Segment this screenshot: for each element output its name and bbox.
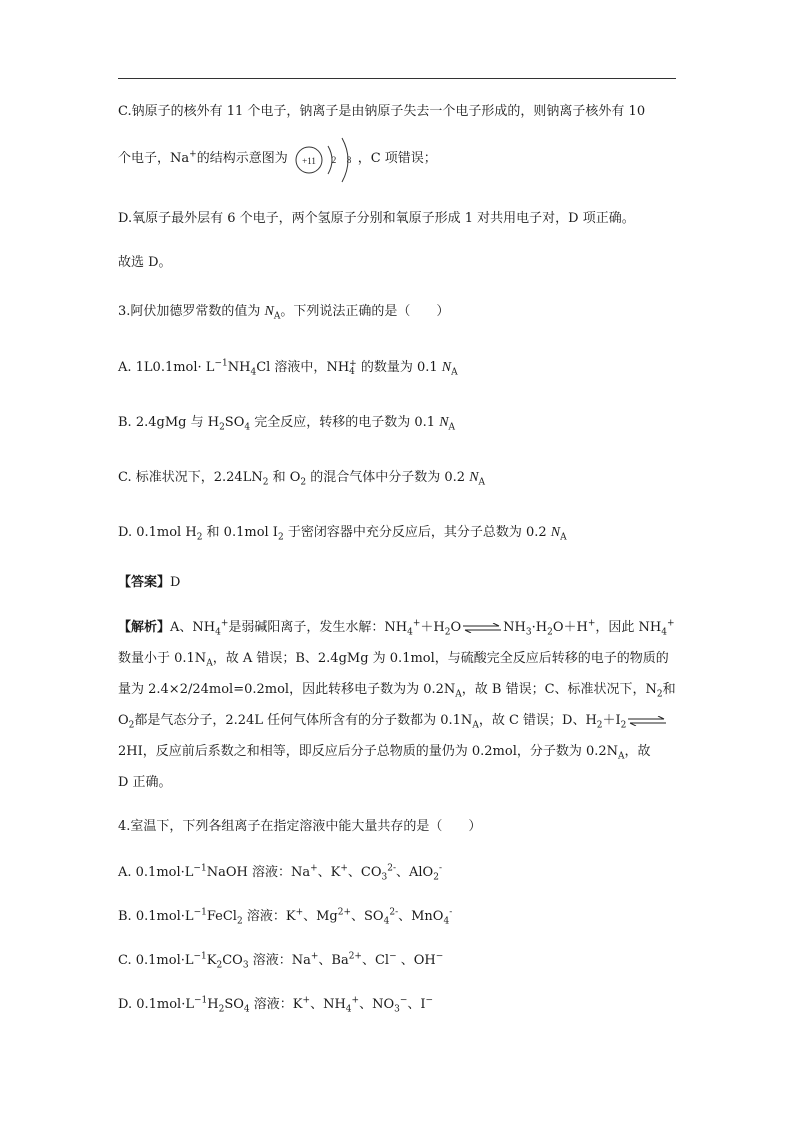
subscript: 2 [277, 532, 284, 543]
analysis-line3 [118, 681, 676, 699]
option-text: 、MnO [398, 909, 444, 924]
subscript: 4 [244, 422, 251, 433]
superscript: + [295, 907, 304, 918]
option-text: K [206, 953, 217, 968]
subscript: 2 [128, 720, 135, 731]
option-text: NaOH 溶液：Na [206, 865, 311, 880]
subscript: 2 [656, 689, 663, 700]
subscript: A [455, 689, 462, 700]
option-text: 、CO [347, 865, 382, 880]
q4-option-a [118, 864, 442, 882]
option-text: C. 0.1mol·L [118, 953, 194, 968]
na-ion-structure-diagram [292, 132, 362, 188]
subscript: 4 [661, 627, 667, 638]
superscript: −1 [193, 907, 207, 918]
option-text: SO [224, 997, 244, 1012]
option-text: 于密闭容器中充分反应后，其分子总数为 0.2 [283, 525, 551, 540]
subscript: 4 [345, 1004, 352, 1015]
subscript: 2 [433, 872, 439, 883]
section-d-line1 [118, 210, 635, 228]
option-text: H [207, 997, 219, 1012]
subscript: 2 [219, 422, 225, 433]
section-d-text: D.氧原子最外层有 6 个电子，两个氢原子分别和氧原子形成 1 对共用电子对，D 项正确。 [118, 211, 635, 226]
subscript: 3 [525, 627, 532, 638]
option-text: FeCl [206, 909, 237, 924]
na-symbol: N [469, 470, 479, 485]
analysis-text: ，故 B 错误；C、标准状况下，N [461, 682, 657, 697]
option-text: Cl 溶液中， [256, 360, 327, 375]
q4-option-c [118, 952, 443, 970]
na-subscript: A [560, 532, 567, 543]
subscript: 4 [250, 367, 257, 378]
q4-stem [118, 818, 481, 836]
q3-stem [118, 303, 449, 321]
q3-option-b [118, 414, 455, 432]
option-text: 、NO [359, 997, 395, 1012]
subscript: 4 [349, 366, 355, 377]
analysis-text: ·H [531, 620, 548, 635]
na-subscript: A [273, 311, 281, 322]
section-c-text: ，C 项错误； [357, 151, 437, 166]
subscript: 2 [596, 720, 603, 731]
subscript: 2 [236, 916, 243, 927]
section-c-text: C.钠原子的核外有 11 个电子，钠离子是由钠原子失去一个电子形成的，则钠离子核外有 10 [118, 104, 646, 119]
option-text: A. 1L0.1mol· L [118, 360, 215, 375]
subscript: 2 [444, 627, 451, 638]
equilibrium-arrow-icon [463, 623, 501, 633]
analysis-text: ，故 A 错误；B、2.4gMg 为 0.1mol，与硫酸完全反应后转移的电子的物质的 [212, 651, 669, 666]
section-c-text: 的结构示意图为 [196, 151, 288, 166]
option-text: 、Ba [318, 953, 349, 968]
analysis-line5 [118, 743, 651, 761]
na-subscript: A [448, 422, 456, 433]
answer-value: D [170, 575, 181, 590]
q3-stem-text: 。下列说法正确的是（ ） [280, 304, 450, 319]
option-text: 和 0.1mol I [202, 525, 278, 540]
subscript: 2 [216, 960, 223, 971]
header-rule [118, 78, 676, 79]
na-subscript: A [451, 367, 458, 378]
subscript: 3 [242, 960, 249, 971]
option-text: D. 0.1mol H [118, 525, 197, 540]
q3-option-d [118, 524, 567, 542]
subscript: 2 [262, 477, 269, 488]
analysis-line1 [118, 619, 675, 637]
analysis-text: 是弱碱阳离子，发生水解：NH [228, 620, 408, 635]
answer-label: 【答案】 [118, 575, 171, 590]
option-text: C. 标准状况下，2.24LN [118, 470, 263, 485]
option-text: SO [224, 415, 245, 430]
superscript: + [351, 995, 360, 1006]
analysis-text: NH [503, 620, 526, 635]
superscript: + [587, 618, 596, 629]
analysis-text: ＋I [602, 713, 621, 728]
na-symbol: N [550, 525, 561, 540]
superscript: - [449, 907, 453, 918]
section-c-line2 [118, 150, 437, 168]
subscript: 2 [547, 627, 553, 638]
option-text: 溶液：K [242, 909, 296, 924]
superscript: + [412, 618, 421, 629]
analysis-text: 2HI，反应前后系数之和相等，即反应后分子总物质的量仍为 0.2mol，分子数为 0.2N [118, 744, 619, 759]
equilibrium-arrow-icon [628, 716, 666, 726]
superscript: −1 [193, 995, 208, 1006]
q4-stem-text: 4.室温下，下列各组离子在指定溶液中能大量共存的是（ ） [118, 819, 482, 834]
shell1-count: 2 [331, 155, 337, 165]
na-symbol: N [441, 360, 452, 375]
shell2-count: 8 [346, 155, 352, 165]
option-text: 完全反应，转移的电子数为 0.1 [250, 415, 440, 430]
subscript: 4 [243, 1004, 250, 1015]
na-subscript: A [478, 477, 486, 488]
superscript: 2+ [337, 907, 352, 918]
option-text: NH [227, 360, 251, 375]
superscript: −1 [214, 358, 228, 369]
analysis-text: 量为 2.4×2/24mol=0.2mol，因此转移电子数为为 0.2N [118, 682, 456, 697]
superscript: −1 [193, 951, 207, 962]
subscript: 3 [394, 1004, 400, 1015]
analysis-text: O [450, 620, 462, 635]
analysis-text: 和 [662, 682, 676, 697]
superscript: 2+ [348, 951, 362, 962]
q4-option-d [118, 996, 433, 1014]
subscript: 2 [300, 477, 307, 488]
superscript: - [438, 863, 443, 874]
q3-answer [118, 574, 180, 592]
superscript: −1 [193, 863, 207, 874]
subscript: 4 [407, 627, 413, 638]
analysis-line2 [118, 650, 669, 668]
option-text: 和 O [268, 470, 301, 485]
subscript: A [206, 658, 213, 669]
subscript: 4 [443, 916, 450, 927]
option-text: 、Mg [303, 909, 338, 924]
q3-option-c [118, 469, 485, 487]
conclusion-text: 故选 D。 [118, 255, 172, 270]
analysis-text: A、NH [170, 620, 216, 635]
superscript: 2- [389, 907, 399, 918]
option-text: 、Cl [361, 953, 390, 968]
option-text: B. 0.1mol·L [118, 909, 194, 924]
subscript: 3 [381, 872, 388, 883]
subscript: A [618, 751, 625, 762]
superscript: + [220, 618, 229, 629]
superscript: + [302, 995, 311, 1006]
q3-option-a [118, 359, 458, 377]
superscript: − [399, 995, 408, 1006]
analysis-text: D 正确。 [118, 775, 172, 790]
ammonium-ion: NH [326, 360, 350, 375]
analysis-line6 [118, 774, 172, 792]
option-text: 、I [407, 997, 426, 1012]
section-c-text: 个电子，Na [118, 151, 190, 166]
option-text: 的混合气体中分子数为 0.2 [306, 470, 470, 485]
option-text: 溶液：K [249, 997, 303, 1012]
analysis-text: O＋H [552, 620, 588, 635]
section-c-line1 [118, 103, 645, 121]
analysis-text: 数量小于 0.1N [118, 651, 207, 666]
superscript: − [435, 951, 444, 962]
na-symbol: N [264, 304, 274, 319]
superscript: 2- [387, 863, 397, 874]
subscript: 2 [218, 1004, 225, 1015]
subscript: 2 [196, 532, 203, 543]
option-text: A. 0.1mol·L [118, 865, 194, 880]
option-text: CO [222, 953, 243, 968]
option-text: 溶液：Na [248, 953, 311, 968]
superscript: − [389, 951, 397, 962]
option-text: 、K [317, 865, 341, 880]
analysis-text: ，因此 NH [595, 620, 662, 635]
superscript: + [666, 618, 675, 629]
analysis-line4 [118, 712, 668, 730]
analysis-text: ，故 C 错误；D、H [478, 713, 597, 728]
section-d-conclusion [118, 254, 172, 272]
option-text: 、AlO [396, 865, 434, 880]
analysis-text: 都是气态分子，2.24L 任何气体所含有的分子数都为 0.1N [134, 713, 473, 728]
nucleus-charge: +11 [302, 156, 316, 166]
analysis-text: ＋H [420, 620, 445, 635]
subscript: 2 [620, 720, 627, 731]
subscript: A [472, 720, 479, 731]
analysis-text: O [118, 713, 129, 728]
analysis-text: ，故 [624, 744, 651, 759]
option-text: 的数量为 0.1 [356, 360, 442, 375]
superscript: − [425, 995, 434, 1006]
subscript: 4 [215, 627, 221, 638]
superscript: + [310, 951, 319, 962]
analysis-label: 【解析】 [118, 620, 171, 635]
option-text: D. 0.1mol·L [118, 997, 194, 1012]
q4-option-b [118, 908, 452, 926]
superscript: + [340, 863, 348, 874]
option-text: 、OH [396, 953, 436, 968]
superscript: + [189, 149, 197, 160]
option-text: B. 2.4gMg 与 H [118, 415, 220, 430]
superscript: + [349, 358, 357, 369]
superscript: + [310, 863, 318, 874]
q3-stem-text: 3.阿伏加德罗常数的值为 [118, 304, 265, 319]
option-text: 、NH [310, 997, 346, 1012]
na-symbol: N [439, 415, 449, 430]
subscript: 4 [383, 916, 390, 927]
option-text: 、SO [351, 909, 384, 924]
